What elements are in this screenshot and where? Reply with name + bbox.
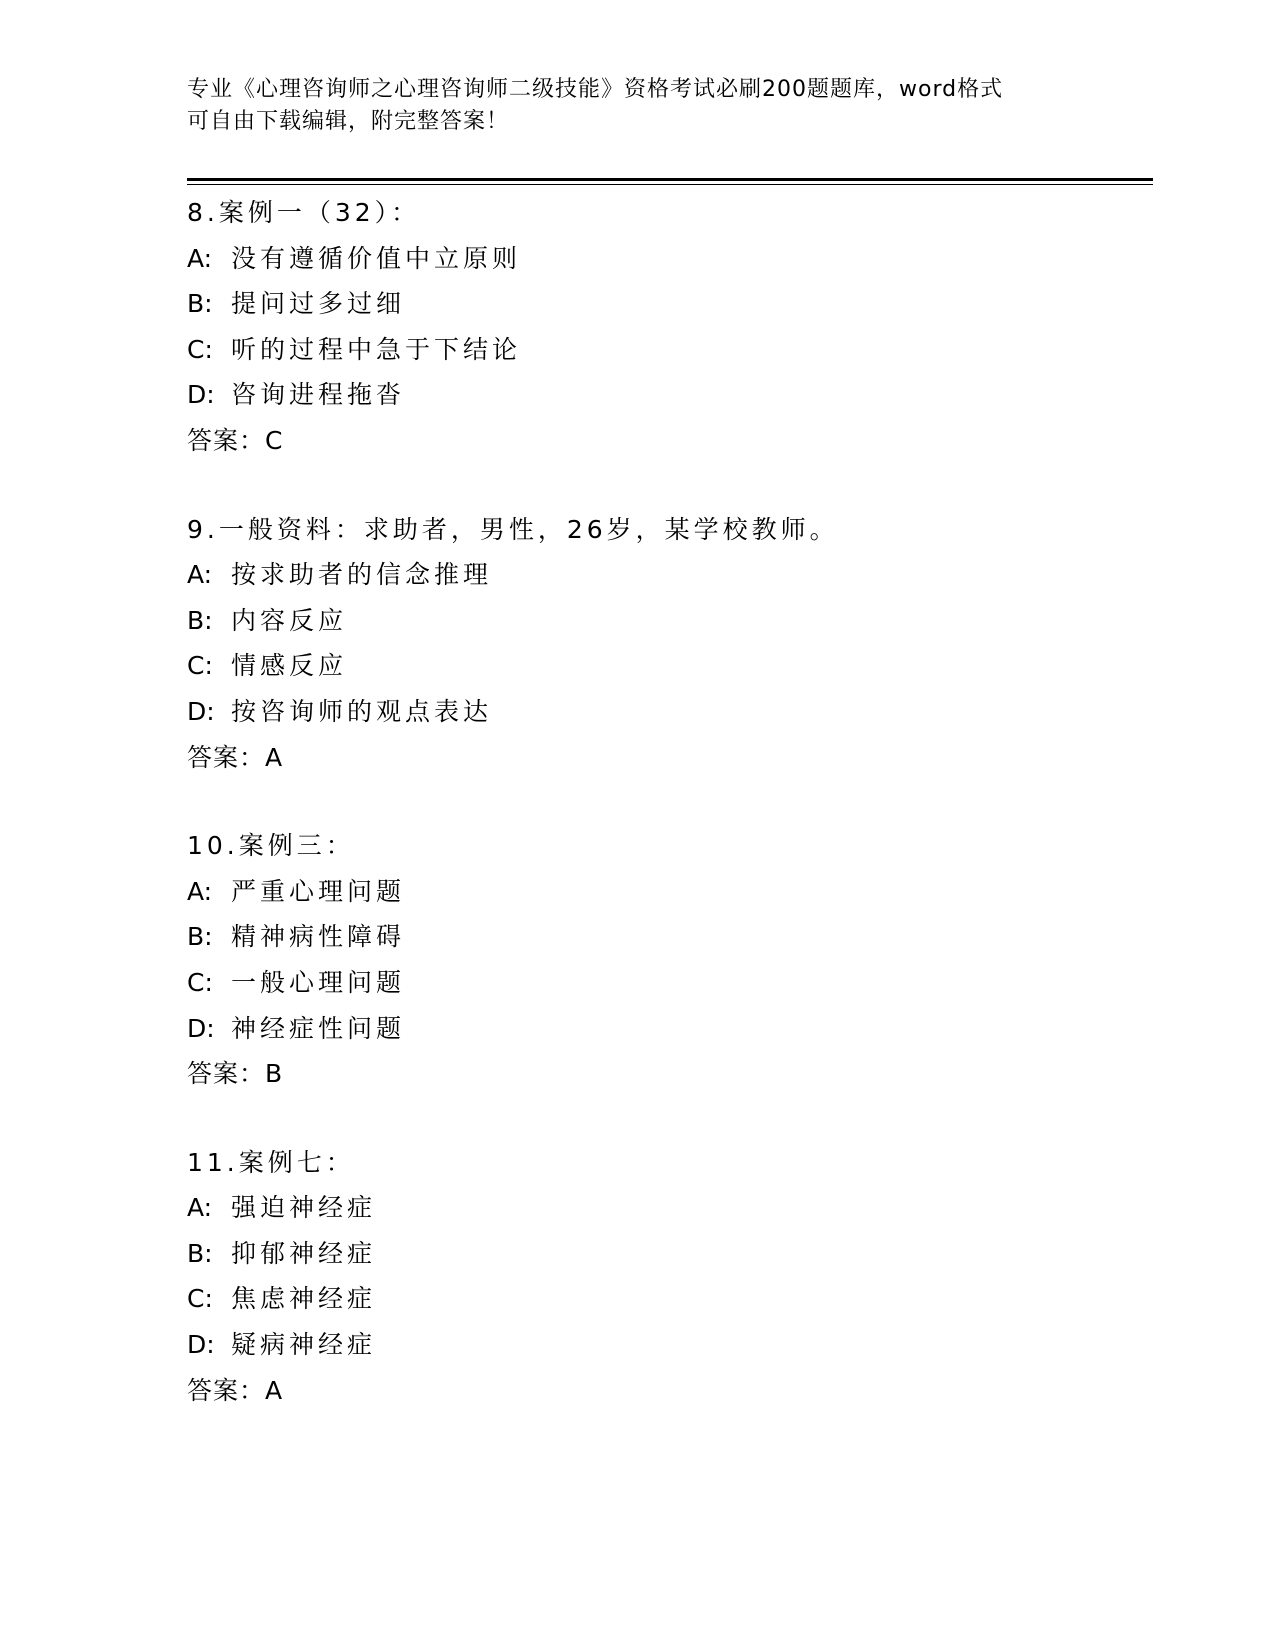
option-a xyxy=(187,1185,1147,1231)
option-d xyxy=(187,372,1147,418)
question-item xyxy=(187,1140,1147,1414)
option-b xyxy=(187,1231,1147,1277)
option-text: 按咨询师的观点表达 xyxy=(231,696,493,726)
header-line-2: 可自由下载编辑，附完整答案！ xyxy=(187,109,510,134)
option-text: 情感反应 xyxy=(231,651,348,681)
option-label: A: xyxy=(187,876,213,906)
option-text: 没有遵循价值中立原则 xyxy=(231,243,522,273)
header-divider-thick xyxy=(187,178,1153,181)
question-item xyxy=(187,823,1147,1097)
option-d xyxy=(187,1322,1147,1368)
option-b xyxy=(187,281,1147,327)
option-text: 焦虑神经症 xyxy=(231,1284,377,1314)
option-d xyxy=(187,1006,1147,1052)
answer-value: A xyxy=(265,1375,284,1405)
answer-line xyxy=(187,1368,1147,1414)
option-label: B: xyxy=(187,289,213,319)
option-label: A: xyxy=(187,1193,213,1223)
question-stem: 8.案例一（32）： xyxy=(187,198,421,227)
answer-value: A xyxy=(265,742,284,772)
option-b xyxy=(187,914,1147,960)
answer-value: C xyxy=(265,425,284,455)
option-label: B: xyxy=(187,1238,213,1268)
option-text: 一般心理问题 xyxy=(231,967,406,997)
option-c xyxy=(187,643,1147,689)
header-line-1: 专业《心理咨询师之心理咨询师二级技能》资格考试必刷200题题库，word格式 xyxy=(187,77,1004,102)
option-text: 听的过程中急于下结论 xyxy=(231,334,522,364)
option-text: 疑病神经症 xyxy=(231,1330,377,1360)
answer-label: 答案： xyxy=(187,425,266,455)
option-c xyxy=(187,1276,1147,1322)
option-label: C: xyxy=(187,334,213,364)
question-stem: 10.案例三： xyxy=(187,831,355,861)
option-text: 提问过多过细 xyxy=(231,289,406,319)
option-label: D: xyxy=(187,1330,215,1360)
option-a xyxy=(187,552,1147,598)
option-text: 精神病性障碍 xyxy=(231,922,406,952)
question-stem: 9.一般资料：求助者，男性，26岁，某学校教师。 xyxy=(187,514,839,544)
header-divider-thin xyxy=(187,184,1153,185)
option-label: A: xyxy=(187,243,213,273)
answer-line xyxy=(187,1051,1147,1097)
answer-value: B xyxy=(265,1059,284,1089)
answer-line xyxy=(187,735,1147,781)
option-label: B: xyxy=(187,605,213,635)
question-item xyxy=(187,190,1147,464)
answer-label: 答案： xyxy=(187,1059,266,1089)
option-text: 神经症性问题 xyxy=(231,1013,406,1043)
option-label: D: xyxy=(187,380,215,410)
option-text: 严重心理问题 xyxy=(231,876,406,906)
option-c xyxy=(187,327,1147,373)
document-header xyxy=(187,74,1087,138)
option-label: D: xyxy=(187,696,215,726)
option-a xyxy=(187,869,1147,915)
option-label: C: xyxy=(187,1284,213,1314)
answer-label: 答案： xyxy=(187,1375,266,1405)
answer-line xyxy=(187,418,1147,464)
option-a xyxy=(187,236,1147,282)
option-text: 咨询进程拖沓 xyxy=(231,380,406,410)
option-label: C: xyxy=(187,967,213,997)
option-text: 按求助者的信念推理 xyxy=(231,560,493,590)
option-d xyxy=(187,689,1147,735)
answer-label: 答案： xyxy=(187,742,266,772)
option-label: C: xyxy=(187,651,213,681)
option-b xyxy=(187,598,1147,644)
question-list xyxy=(187,190,1147,1456)
option-text: 抑郁神经症 xyxy=(231,1238,377,1268)
option-text: 强迫神经症 xyxy=(231,1193,377,1223)
option-c xyxy=(187,960,1147,1006)
option-label: B: xyxy=(187,922,213,952)
question-item xyxy=(187,507,1147,781)
option-label: D: xyxy=(187,1013,215,1043)
option-label: A: xyxy=(187,560,213,590)
option-text: 内容反应 xyxy=(231,605,348,635)
question-stem: 11.案例七： xyxy=(187,1147,355,1177)
